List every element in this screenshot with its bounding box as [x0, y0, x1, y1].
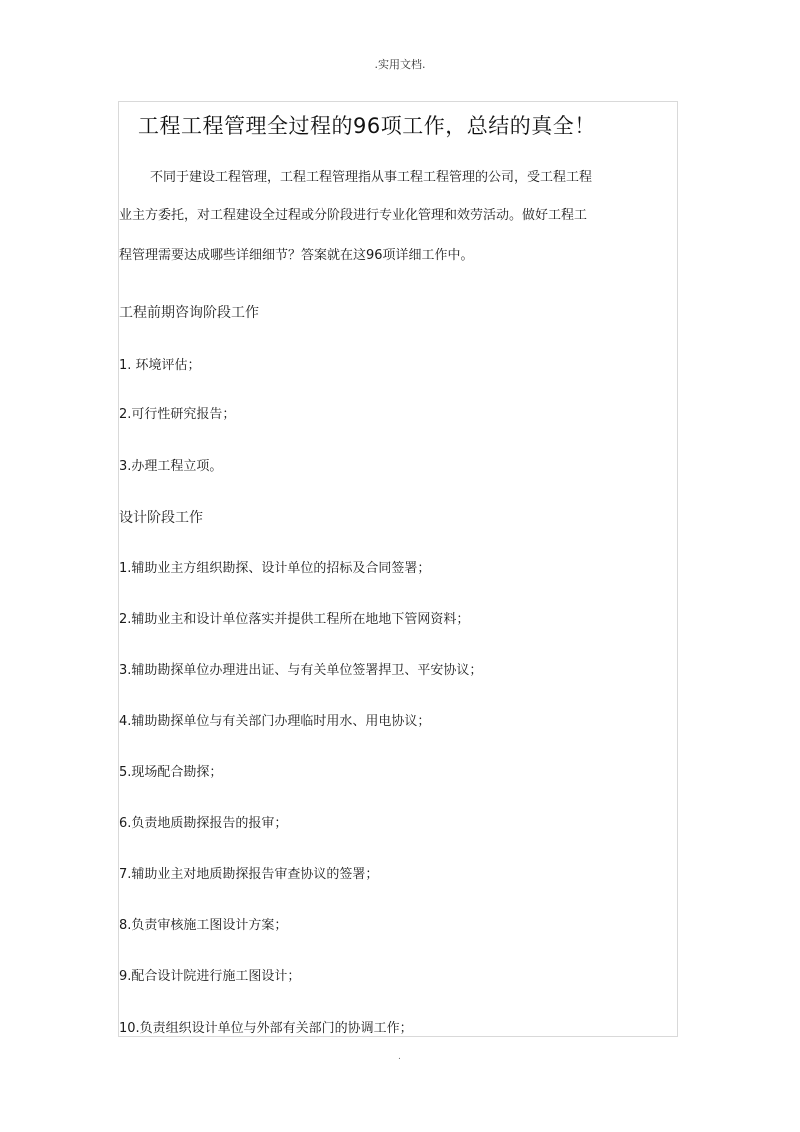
page-header-note: .实用文档.	[374, 58, 426, 71]
list-item: 10.负责组织设计单位与外部有关部门的协调工作；	[119, 1021, 413, 1036]
section-heading-preliminary: 工程前期咨询阶段工作	[119, 305, 259, 321]
intro-line-3: 程管理需要达成哪些详细细节？答案就在这96项详细工作中。	[119, 248, 474, 263]
list-item: 9.配合设计院进行施工图设计；	[119, 969, 301, 984]
list-item: 4.辅助勘探单位与有关部门办理临时用水、用电协议；	[119, 714, 431, 729]
list-item: 3.办理工程立项。	[119, 459, 223, 474]
list-item: 7.辅助业主对地质勘探报告审查协议的签署；	[119, 867, 379, 882]
list-item: 8.负责审核施工图设计方案；	[119, 918, 288, 933]
list-item: 2.可行性研究报告；	[119, 407, 236, 422]
intro-line-1: 不同于建设工程管理，工程工程管理指从事工程工程管理的公司，受工程工程	[150, 170, 593, 185]
intro-line-2: 业主方委托，对工程建设全过程或分阶段进行专业化管理和效劳活动。做好工程工	[119, 208, 588, 223]
list-item: 2.辅助业主和设计单位落实并提供工程所在地地下管网资料；	[119, 612, 470, 627]
section-heading-design: 设计阶段工作	[119, 510, 203, 526]
page-footer-mark: .	[398, 1052, 401, 1062]
list-item: 6.负责地质勘探报告的报审；	[119, 816, 288, 831]
list-item: 5.现场配合勘探；	[119, 765, 223, 780]
document-title: 工程工程管理全过程的96项工作，总结的真全！	[138, 114, 596, 138]
list-item: 1.辅助业主方组织勘探、设计单位的招标及合同签署；	[119, 561, 431, 576]
list-item: 1. 环境评估；	[119, 358, 201, 373]
list-item: 3.辅助勘探单位办理进出证、与有关单位签署捍卫、平安协议；	[119, 663, 483, 678]
